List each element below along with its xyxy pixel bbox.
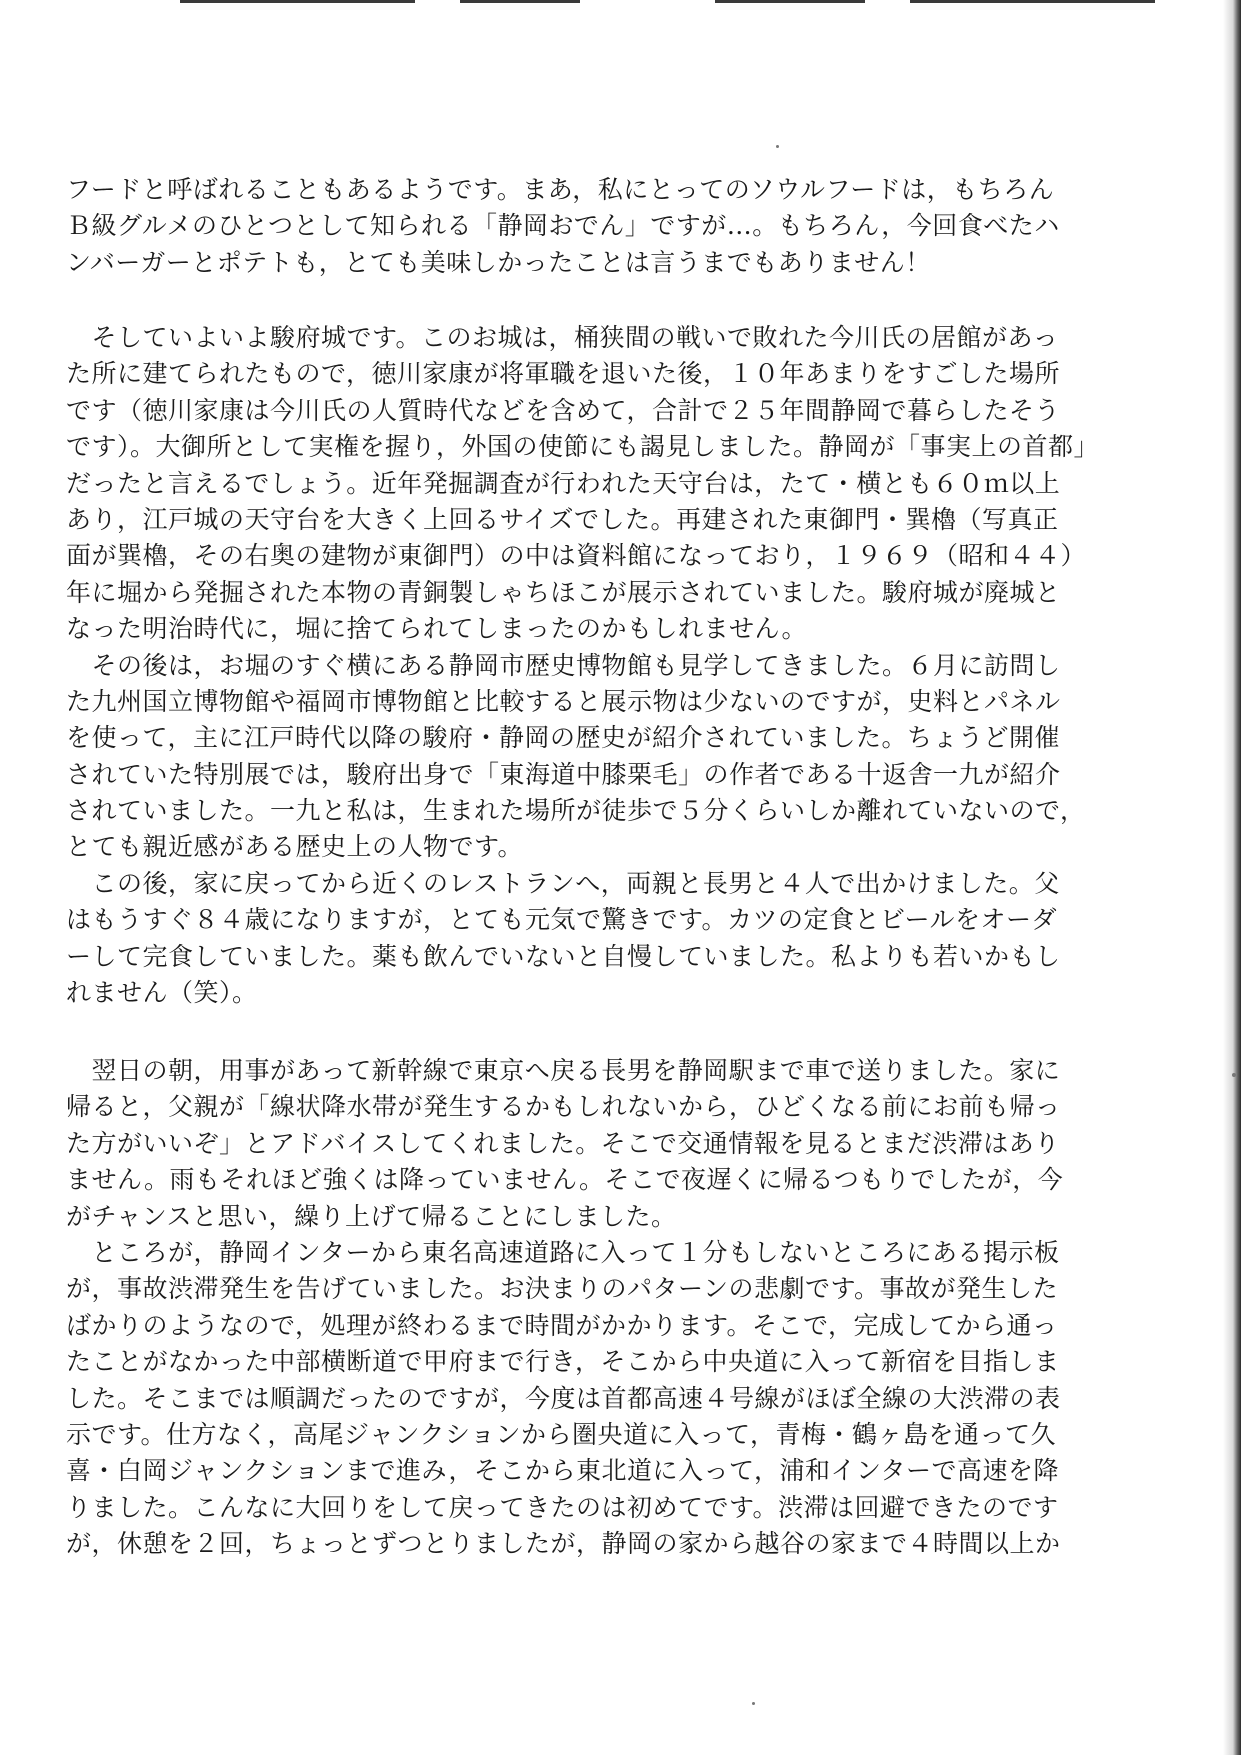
scan-speck [752,1702,755,1705]
text-line: 帰ると，父親が「線状降水帯が発生するかもしれないから，ひどくなる前にお前も帰っ [66,1092,1061,1122]
text-line: が，事故渋滞発生を告げていました。お決まりのパターンの悲劇です。事故が発生した [66,1274,1059,1304]
paragraph [66,172,1148,281]
text-line: この後，家に戻ってから近くのレストランへ，両親と長男と４人で出かけました。父 [66,868,1060,898]
scan-speck [1232,1073,1236,1077]
text-line: りました。こんなに大回りをして戻ってきたのは初めてです。渋滞は回避できたのです [66,1492,1059,1522]
scan-speck [776,145,779,148]
text-line: Ｂ級グルメのひとつとして知られる「静岡おでん」ですが…。もちろん，今回食べたハ [66,211,1060,241]
text-line: ところが，静岡インターから東名高速道路に入って１分もしないところにある掲示板 [66,1237,1060,1267]
text-block-sunpu-castle [66,320,1148,1011]
scan-right-edge-shadow [1223,0,1241,1755]
text-line: した。そこまでは順調だったのですが，今度は首都高速４号線がほぼ全線の大渋滞の表 [66,1383,1061,1413]
text-line: た方がいいぞ」とアドバイスしてくれました。そこで交通情報を見るとまだ渋滞はあり [66,1128,1060,1158]
scan-mark [180,0,415,3]
text-line: だったと言えるでしょう。近年発掘調査が行われた天守台は，たて・横とも６０ｍ以上 [66,468,1061,498]
scan-top-edge-marks [180,0,1160,4]
paragraph [66,1235,1148,1563]
text-line: がチャンスと思い，繰り上げて帰ることにしました。 [66,1201,677,1231]
paragraph [66,320,1148,648]
text-line: 翌日の朝，用事があって新幹線で東京へ戻る長男を静岡駅まで車で送りました。家に [66,1056,1061,1085]
text-line: その後は，お堀のすぐ横にある静岡市歴史博物館も見学してきました。６月に訪問し [66,650,1061,680]
text-line: を使って，主に江戸時代以降の駿府・静岡の歴史が紹介されていました。ちょうど開催 [66,723,1061,753]
text-line: です）。大御所として実権を握り，外国の使節にも謁見しました。静岡が「事実上の首都」 [66,432,1100,462]
text-line: そしていよいよ駿府城です。このお城は，桶狭間の戦いで敗れた今川氏の居館があっ [66,323,1059,352]
text-block-intro [66,172,1148,281]
text-line: ーして完食していました。薬も飲んでいないと自慢していました。私よりも若いかもし [66,941,1061,971]
text-line: 年に堀から発掘された本物の青銅製しゃちほこが展示されていました。駿府城が廃城と [66,577,1061,607]
text-line: れません（笑）。 [66,978,258,1008]
text-line: ばかりのようなので，処理が終わるまで時間がかかります。そこで，完成してから通っ [66,1310,1058,1340]
scan-mark [715,0,865,3]
scan-mark [460,0,580,3]
text-line: です（徳川家康は今川氏の人質時代などを含めて，合計で２５年間静岡で暮らしたそう [66,395,1061,425]
text-line: されていた特別展では，駿府出身で「東海道中膝栗毛」の作者である十返舎一九が紹介 [66,759,1061,789]
text-line: ンバーガーとポテトも，とても美味しかったことは言うまでもありません！ [66,247,931,277]
text-line: が，休憩を２回，ちょっとずつとりましたが，静岡の家から越谷の家まで４時間以上か [66,1529,1061,1559]
text-block-return-trip [66,1053,1148,1562]
paragraph [66,648,1148,866]
paragraph [66,866,1148,1012]
text-line: フードと呼ばれることもあるようです。まあ，私にとってのソウルフードは，もちろん [66,175,1055,204]
text-line: 喜・白岡ジャンクションまで進み，そこから東北道に入って，浦和インターで高速を降 [66,1456,1060,1486]
text-line: たことがなかった中部横断道で甲府まで行き，そこから中央道に入って新宿を目指しま [66,1347,1060,1377]
scan-mark [910,0,1155,3]
text-line: とても親近感がある歴史上の人物です。 [66,832,524,862]
text-line: た所に建てられたもので，徳川家康が将軍職を退いた後，１０年あまりをすごした場所 [66,359,1061,389]
text-line: はもうすぐ８４歳になりますが，とても元気で驚きです。カツの定食とビールをオーダ [66,905,1058,935]
text-line: あり，江戸城の天守台を大きく上回るサイズでした。再建された東御門・巽櫓（写真正 [66,504,1059,534]
text-line: 面が巽櫓，その右奥の建物が東御門）の中は資料館になっており，１９６９（昭和４４） [66,541,1087,571]
text-line: 示です。仕方なく，高尾ジャンクションから圏央道に入って，青梅・鶴ヶ島を通って久 [66,1419,1057,1449]
text-line: ません。雨もそれほど強くは降っていません。そこで夜遅くに帰るつもりでしたが，今 [66,1165,1064,1195]
text-line: なった明治時代に，堀に捨てられてしまったのかもしれません。 [66,614,808,644]
paragraph [66,1053,1148,1235]
text-line: されていました。一九と私は，生まれた場所が徒歩で５分くらいしか離れていないので， [66,796,1086,826]
text-line: た九州国立博物館や福岡市博物館と比較すると展示物は少ないのですが，史料とパネル [66,686,1061,716]
